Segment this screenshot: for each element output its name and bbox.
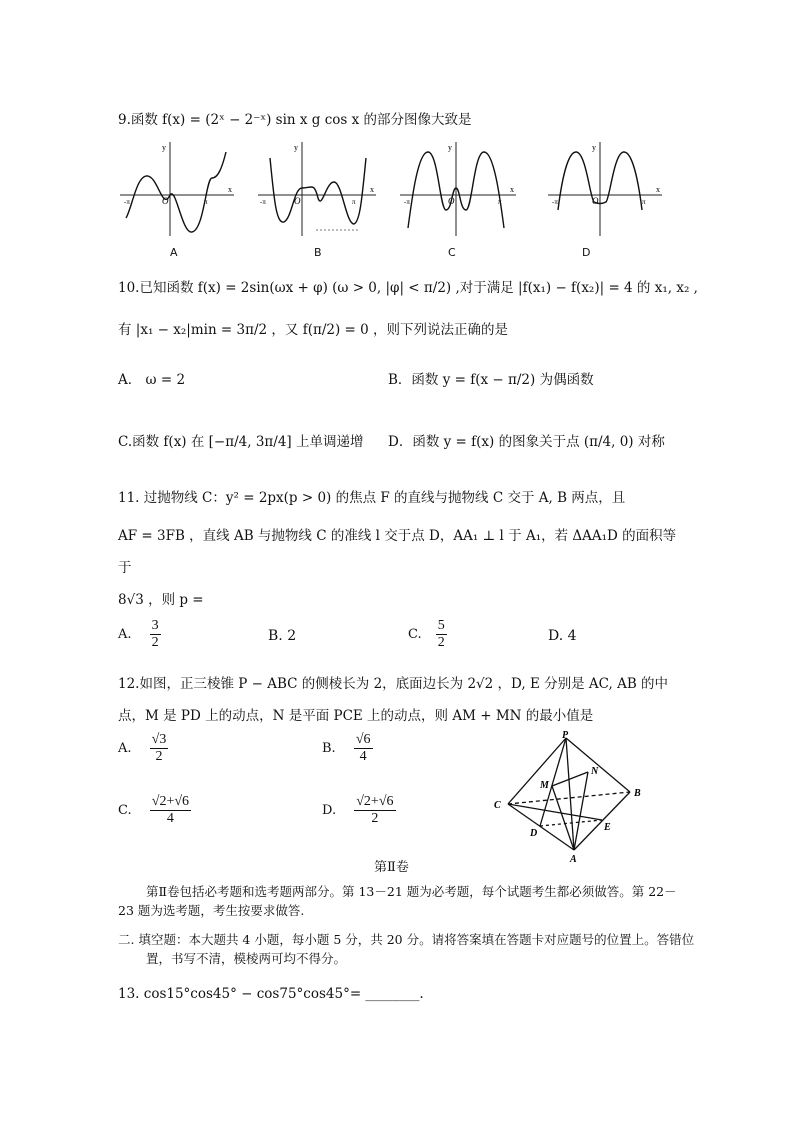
svg-text:O: O bbox=[592, 196, 599, 206]
q9-graph-c bbox=[398, 138, 520, 238]
svg-text:x: x bbox=[370, 185, 374, 194]
q10-stem-line2: 有 |x₁ − x₂|min = 3π/2 ，又 f(π/2) = 0 ，则下列说法正确的是 bbox=[118, 322, 509, 338]
q10-stem-line1: 10.已知函数 f(x) = 2sin(ωx + φ) (ω > 0, |φ| < π/2) ,对于满足 |f(x₁) − f(x₂)| = 4 的 x₁, x₂ , bbox=[118, 280, 698, 296]
svg-text:y: y bbox=[592, 143, 596, 152]
q9-graph-d bbox=[546, 138, 666, 238]
svg-text:O: O bbox=[294, 196, 301, 206]
q13-stem: 13. cos15°cos45° − cos75°cos45°= ________. bbox=[118, 986, 424, 1002]
q12-label-n: N bbox=[591, 766, 599, 777]
q9-graph-a bbox=[118, 138, 238, 238]
q12-option-c: C. $\frac{√2+√6}{4}$ bbox=[118, 794, 190, 826]
q9-option-b-label: B bbox=[314, 246, 322, 259]
svg-text:x: x bbox=[510, 185, 514, 194]
q10-option-c: C.函数 f(x) 在 [−π/4, 3π/4] 上单调递增 bbox=[118, 434, 364, 450]
svg-text:π: π bbox=[498, 198, 502, 206]
q12-label-b: B bbox=[634, 788, 641, 799]
q12-option-d: D. $\frac{√2+√6}{2}$ bbox=[322, 794, 394, 826]
q12-stem-line2: 点，M 是 PD 上的动点，N 是平面 PCE 上的动点，则 AM + MN 的最小值是 bbox=[118, 708, 594, 724]
q11-stem-line1: 11. 过抛物线 C：y² = 2px(p > 0) 的焦点 F 的直线与抛物线 C 交于 A, B 两点，且 bbox=[118, 490, 626, 506]
part2-title: 第Ⅱ卷 bbox=[374, 860, 409, 875]
q12-label-m: M bbox=[540, 780, 549, 791]
svg-text:π: π bbox=[204, 198, 208, 206]
q11-stem-line4: 8√3 ，则 p = bbox=[118, 592, 204, 608]
q11-option-b: B. 2 bbox=[268, 628, 297, 644]
q12-stem-line1: 12.如图，正三棱锥 P − ABC 的侧棱长为 2，底面边长为 2√2 ，D, E 分别是 AC, AB 的中 bbox=[118, 676, 669, 692]
q9-stem: 9.函数 f(x) = (2ˣ − 2⁻ˣ) sin x g cos x 的部分图像大致是 bbox=[118, 112, 472, 128]
svg-text:y: y bbox=[162, 143, 166, 152]
q9-graph-b bbox=[256, 138, 380, 238]
q11-option-c: C. $\frac{5}{2}$ bbox=[408, 618, 445, 650]
section-fill-in-heading: 二. 填空题：本大题共 4 小题，每小题 5 分，共 20 分。请将答案填在答题卡对应题号的位置上。答错位置，书写不清，模棱两可均不得分。 bbox=[118, 932, 695, 966]
svg-text:-π: -π bbox=[260, 198, 266, 206]
q11-option-a: A. $\frac{3}{2}$ bbox=[118, 618, 159, 650]
q12-pyramid-figure bbox=[488, 728, 658, 864]
svg-text:-π: -π bbox=[124, 198, 130, 206]
svg-text:π: π bbox=[642, 198, 646, 206]
q10-option-a: A． ω = 2 bbox=[118, 372, 186, 388]
q12-option-a: A. $\frac{√3}{2}$ bbox=[118, 732, 167, 764]
q12-label-c: C bbox=[494, 800, 501, 811]
q12-option-b: B. $\frac{√6}{4}$ bbox=[322, 732, 371, 764]
part2-intro: 第Ⅱ卷包括必考题和选考题两部分。第 13－21 题为必考题，每个试题考生都必须做答。第 22－23 题为选考题，考生按要求做答. bbox=[118, 884, 677, 918]
svg-text:y: y bbox=[448, 143, 452, 152]
q9-option-a-label: A bbox=[170, 246, 178, 259]
q12-label-a: A bbox=[570, 854, 577, 864]
svg-text:O: O bbox=[162, 196, 169, 206]
q12-label-p: P bbox=[562, 730, 569, 741]
svg-text:-π: -π bbox=[552, 198, 558, 206]
svg-text:π: π bbox=[352, 198, 356, 206]
svg-text:x: x bbox=[228, 185, 232, 194]
svg-text:O: O bbox=[448, 196, 455, 206]
svg-text:x: x bbox=[656, 185, 660, 194]
q10-option-b: B．函数 y = f(x − π/2) 为偶函数 bbox=[388, 372, 594, 388]
q9-option-c-label: C bbox=[448, 246, 456, 259]
svg-text:-π: -π bbox=[404, 198, 410, 206]
q9-option-d-label: D bbox=[582, 246, 591, 259]
svg-text:y: y bbox=[294, 143, 298, 152]
q12-label-e: E bbox=[604, 822, 611, 833]
q11-stem-line2: AF = 3FB ，直线 AB 与抛物线 C 的准线 l 交于点 D，AA₁ ⊥ l 于 A₁，若 ΔAA₁D 的面积等 bbox=[118, 528, 677, 544]
q11-stem-line3: 于 bbox=[118, 560, 132, 576]
q11-option-d: D. 4 bbox=[548, 628, 577, 644]
q10-option-d: D．函数 y = f(x) 的图象关于点 (π/4, 0) 对称 bbox=[388, 434, 665, 450]
q12-label-d: D bbox=[530, 828, 538, 839]
